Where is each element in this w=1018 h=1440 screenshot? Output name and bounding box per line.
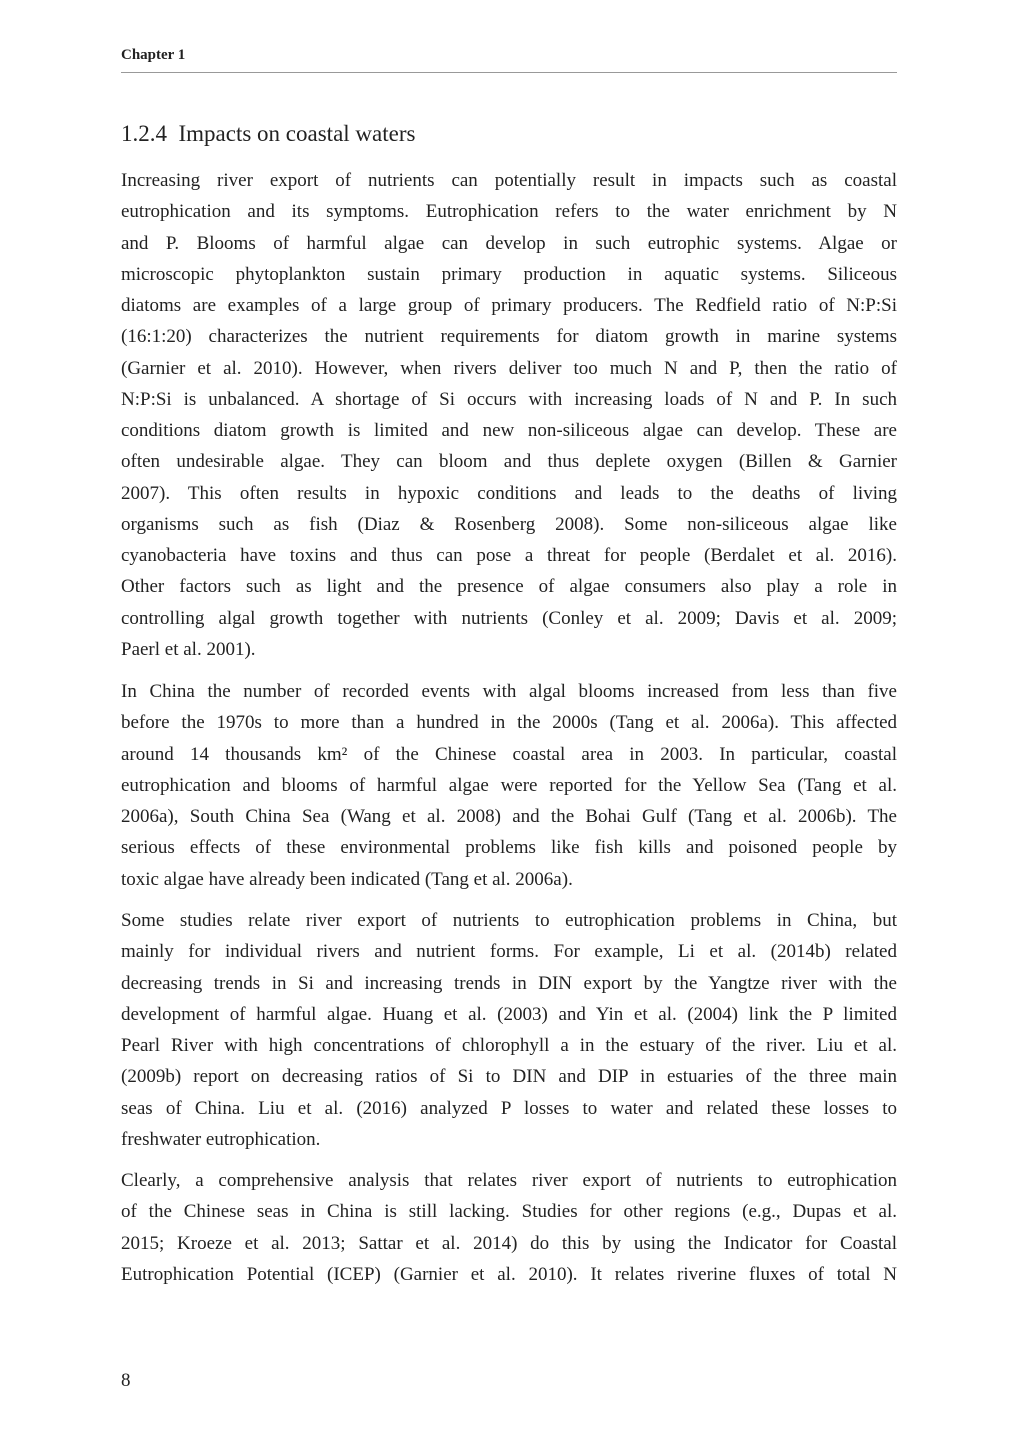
- text-line: and P. Blooms of harmful algae can develop in such eutrophic systems. Algae or: [121, 232, 897, 254]
- text-line: Increasing river export of nutrients can potentially result in impacts such as coastal: [121, 170, 897, 191]
- text-line: decreasing trends in Si and increasing trends in DIN export by the Yangtze river with the: [121, 972, 897, 994]
- section-heading: 1.2.4 Impacts on coastal waters: [121, 121, 416, 146]
- text-line: cyanobacteria have toxins and thus can pose a threat for people (Berdalet et al. 2016).: [121, 545, 897, 567]
- text-line: development of harmful algae. Huang et al. (2003) and Yin et al. (2004) link the P limited: [121, 1003, 897, 1025]
- text-line: diatoms are examples of a large group of primary producers. The Redfield ratio of N:P:Si: [121, 295, 897, 317]
- text-line: eutrophication and its symptoms. Eutrophication refers to the water enrichment by N: [121, 201, 897, 223]
- text-line: often undesirable algae. They can bloom and thus deplete oxygen (Billen & Garnier: [121, 451, 897, 473]
- text-line: eutrophication and blooms of harmful algae were reported for the Yellow Sea (Tang et al.: [121, 774, 897, 796]
- text-line: In China the number of recorded events with algal blooms increased from less than five: [121, 681, 897, 702]
- text-line: controlling algal growth together with nutrients (Conley et al. 2009; Davis et al. 2009;: [121, 607, 897, 629]
- text-line: Pearl River with high concentrations of chlorophyll a in the estuary of the river. Liu et al.: [121, 1035, 897, 1057]
- text-line: N:P:Si is unbalanced. A shortage of Si occurs with increasing loads of N and P. In such: [121, 388, 897, 410]
- text-line: Eutrophication Potential (ICEP) (Garnier et al. 2010). It relates riverine fluxes of total N: [121, 1263, 897, 1285]
- page-number: 8: [121, 1370, 131, 1391]
- text-line: toxic algae have already been indicated (Tang et al. 2006a).: [121, 868, 573, 890]
- text-line: seas of China. Liu et al. (2016) analyzed P losses to water and related these losses to: [121, 1097, 897, 1119]
- text-line: Paerl et al. 2001).: [121, 638, 256, 660]
- paragraph: [121, 905, 897, 1155]
- text-line: Some studies relate river export of nutrients to eutrophication problems in China, but: [121, 910, 897, 931]
- text-line: of the Chinese seas in China is still lacking. Studies for other regions (e.g., Dupas et al.: [121, 1201, 897, 1223]
- text-line: (Garnier et al. 2010). However, when rivers deliver too much N and P, then the ratio of: [121, 357, 897, 379]
- header-divider: [121, 72, 897, 73]
- paragraph: [121, 676, 897, 895]
- text-line: conditions diatom growth is limited and new non-siliceous algae can develop. These are: [121, 420, 897, 442]
- text-line: (2009b) report on decreasing ratios of Si to DIN and DIP in estuaries of the three main: [121, 1066, 897, 1088]
- text-line: mainly for individual rivers and nutrient forms. For example, Li et al. (2014b) related: [121, 941, 897, 963]
- text-line: microscopic phytoplankton sustain primary production in aquatic systems. Siliceous: [121, 263, 897, 285]
- running-header: Chapter 1: [121, 47, 186, 63]
- paragraph: [121, 1165, 897, 1290]
- text-line: organisms such as fish (Diaz & Rosenberg 2008). Some non-siliceous algae like: [121, 513, 897, 535]
- text-line: 2015; Kroeze et al. 2013; Sattar et al. 2014) do this by using the Indicator for Coastal: [121, 1232, 897, 1254]
- paragraph: [121, 165, 897, 665]
- text-line: Other factors such as light and the presence of algae consumers also play a role in: [121, 576, 897, 598]
- text-line: 2007). This often results in hypoxic conditions and leads to the deaths of living: [121, 482, 897, 504]
- text-line: (16:1:20) characterizes the nutrient requirements for diatom growth in marine systems: [121, 326, 897, 348]
- text-line: before the 1970s to more than a hundred in the 2000s (Tang et al. 2006a). This affected: [121, 712, 897, 734]
- text-line: 2006a), South China Sea (Wang et al. 2008) and the Bohai Gulf (Tang et al. 2006b). The: [121, 806, 897, 828]
- text-line: Clearly, a comprehensive analysis that relates river export of nutrients to eutrophication: [121, 1170, 897, 1191]
- text-line: freshwater eutrophication.: [121, 1128, 321, 1150]
- text-line: serious effects of these environmental problems like fish kills and poisoned people by: [121, 837, 897, 859]
- text-line: around 14 thousands km² of the Chinese coastal area in 2003. In particular, coastal: [121, 743, 897, 765]
